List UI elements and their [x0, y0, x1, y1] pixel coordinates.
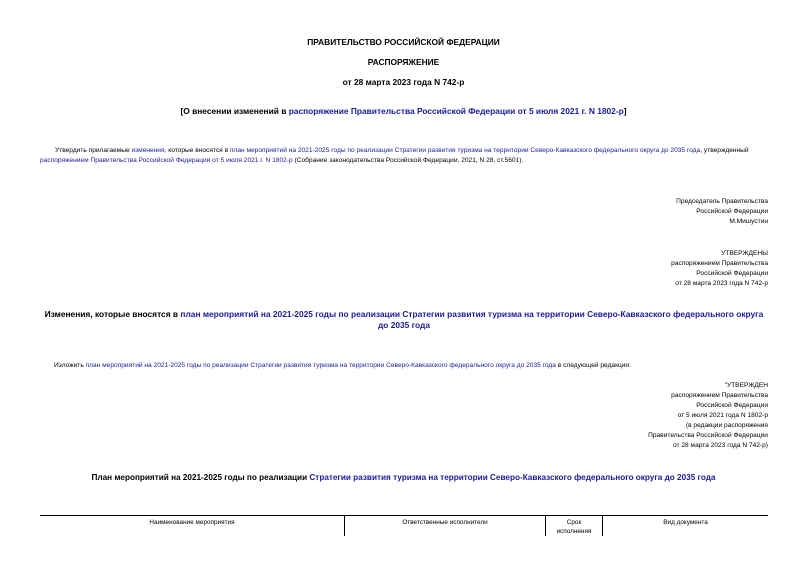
- subject-link[interactable]: распоряжение Правительства Российской Федерации от 5 июля 2021 г. N 1802-р: [288, 106, 624, 116]
- subject-suffix: ]: [623, 106, 627, 116]
- signature-position: Председатель Правительства: [676, 198, 768, 205]
- body-text: , которые вносятся в: [164, 147, 230, 154]
- strategy-link[interactable]: Стратегии развития туризма на территории Северо-Кавказского федерального округа до 2035 года: [309, 473, 716, 482]
- deadline-line1: Срок: [566, 519, 582, 526]
- body-text: , утвержденный: [700, 147, 749, 154]
- approved-redaction-block: [648, 381, 768, 451]
- subject-prefix: [О внесении изменений в: [180, 106, 289, 116]
- approved-line: от 28 марта 2023 года N 742-р: [675, 280, 768, 287]
- document-type: РАСПОРЯЖЕНИЕ: [367, 57, 440, 67]
- signature-country: Российской Федерации: [696, 208, 768, 215]
- changes-title-prefix: Изменения, которые вносятся в: [44, 309, 181, 319]
- approved-line: распоряжением Правительства: [671, 392, 768, 399]
- approved-line: (в редакции распоряжения: [685, 422, 768, 429]
- approved-line: от 28 марта 2023 года N 742-р): [673, 442, 768, 449]
- changes-link[interactable]: изменения: [131, 147, 165, 154]
- column-header-executors: Ответственные исполнители: [345, 516, 546, 537]
- plan-title: [0, 473, 807, 482]
- document-date-number: от 28 марта 2023 года N 742-р: [342, 77, 465, 87]
- plan-table: [40, 515, 768, 536]
- plan-link[interactable]: план мероприятий на 2021-2025 годы по реализации Стратегии развития туризма на территории Северо-Кавказского федерального округа до 2035 года: [229, 147, 701, 154]
- deadline-line2: исполнения: [556, 528, 592, 535]
- restate-link[interactable]: план мероприятий на 2021-2025 годы по реализации Стратегии развития туризма на территории Северо-Кавказского федерального округа до 2035 года: [85, 362, 556, 369]
- changes-title: [40, 309, 768, 331]
- body-paragraph: [40, 146, 768, 166]
- column-header-deadline: [546, 516, 603, 537]
- restate-suffix: в следующей редакции:: [555, 362, 631, 369]
- approved-block: [671, 249, 768, 289]
- body-text: (Собрание законодательства Российской Федерации, 2021, N 28, ст.5601).: [292, 157, 524, 164]
- approved-line: распоряжением Правительства: [671, 260, 768, 267]
- plan-title-prefix: План мероприятий на 2021-2025 годы по реализации: [91, 473, 310, 482]
- column-header-name: Наименование мероприятия: [40, 516, 345, 537]
- document-subject: [0, 106, 807, 116]
- changes-title-link[interactable]: план мероприятий на 2021-2025 годы по реализации Стратегии развития туризма на территории Северо-Кавказского федерального округа до 2035 года: [180, 309, 764, 330]
- approved-title: УТВЕРЖДЕНЫ: [721, 250, 768, 257]
- signature-name: М.Мишустин: [729, 218, 768, 225]
- restate-prefix: Изложить: [54, 362, 86, 369]
- restate-paragraph: [54, 361, 768, 371]
- approved-line: "УТВЕРЖДЕН: [724, 382, 768, 389]
- government-heading: ПРАВИТЕЛЬСТВО РОССИЙСКОЙ ФЕДЕРАЦИИ: [307, 37, 500, 47]
- approved-line: Российской Федерации: [696, 270, 768, 277]
- approved-line: Российской Федерации: [696, 402, 768, 409]
- table-header-row: [40, 516, 768, 537]
- approved-line: Правительства Российской Федерации: [648, 432, 768, 439]
- approved-line: от 5 июля 2021 года N 1802-р: [677, 412, 768, 419]
- body-text: Утвердить прилагаемые: [55, 147, 132, 154]
- decree-link[interactable]: распоряжением Правительства Российской Федерации от 5 июля 2021 г. N 1802-р: [40, 157, 293, 164]
- column-header-document-type: Вид документа: [603, 516, 769, 537]
- signature-block: [676, 197, 768, 227]
